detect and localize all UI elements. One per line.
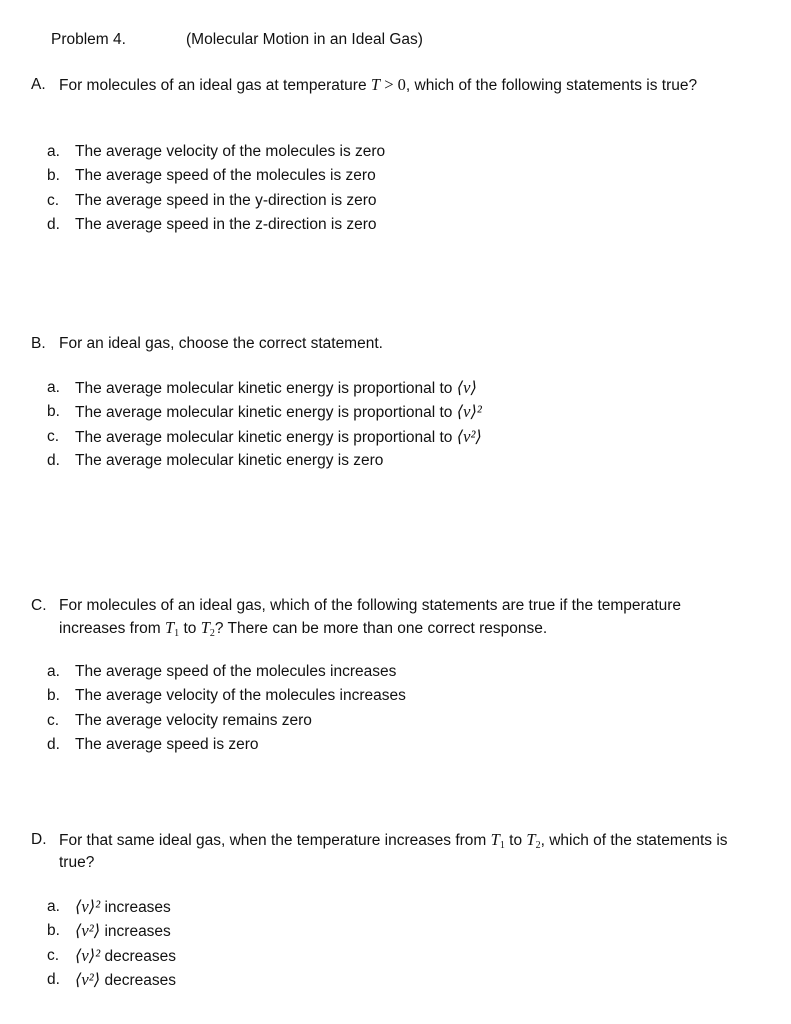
question-d-stem xyxy=(31,829,739,874)
math-t2: $T_2$ xyxy=(526,830,541,851)
option-a-c[interactable] xyxy=(47,189,727,213)
option-math: ⟨v⟩² xyxy=(456,402,482,422)
option-text: increases xyxy=(104,923,171,941)
question-d-options xyxy=(47,895,727,992)
option-letter: b. xyxy=(47,687,60,705)
option-a-d[interactable] xyxy=(47,213,727,237)
option-letter: b. xyxy=(47,167,60,185)
option-c-d[interactable] xyxy=(47,733,727,757)
question-a-options xyxy=(47,140,727,237)
math-t1: $T_1$ xyxy=(490,830,505,851)
option-letter: d. xyxy=(47,451,60,469)
question-d-text: For that same ideal gas, when the temperature increases from $T_1$ to $T_2$, which of the statements is true? xyxy=(59,830,728,871)
option-text: The average speed of the molecules is zero xyxy=(75,167,376,185)
option-text: decreases xyxy=(104,971,176,989)
option-math: ⟨v⟩ xyxy=(456,378,477,397)
option-text: The average velocity of the molecules increases xyxy=(75,687,406,705)
question-a-text: For molecules of an ideal gas at temperature T > 0, which of the following statements is true? xyxy=(59,75,698,94)
option-text: The average speed in the z-direction is zero xyxy=(75,215,377,233)
option-d-b[interactable] xyxy=(47,919,727,943)
option-letter: c. xyxy=(47,711,60,729)
option-text: The average molecular kinetic energy is proportional to xyxy=(75,428,453,446)
option-math: ⟨v²⟩ xyxy=(456,426,482,446)
option-text: The average speed of the molecules increases xyxy=(75,663,397,680)
option-text: The average velocity of the molecules is zero xyxy=(75,143,386,160)
option-text: The average speed is zero xyxy=(75,735,259,753)
option-d-c[interactable] xyxy=(47,944,727,968)
option-d-d[interactable] xyxy=(47,968,727,992)
question-b-text: For an ideal gas, choose the correct statement. xyxy=(59,335,383,352)
question-b-options xyxy=(47,376,727,473)
option-text: The average molecular kinetic energy is proportional to xyxy=(75,404,453,422)
option-a-b[interactable] xyxy=(47,164,727,188)
option-letter: c. xyxy=(47,191,60,209)
question-b xyxy=(31,333,739,355)
question-a-letter: A. xyxy=(31,76,46,93)
option-a-a[interactable] xyxy=(47,140,727,164)
option-letter: c. xyxy=(47,427,60,445)
option-letter: d. xyxy=(47,735,60,753)
problem-header xyxy=(51,31,423,49)
option-letter: a. xyxy=(47,379,60,396)
option-c-c[interactable] xyxy=(47,709,727,733)
option-text: The average molecular kinetic energy is zero xyxy=(75,451,384,469)
question-d xyxy=(31,829,739,874)
option-c-b[interactable] xyxy=(47,684,727,708)
question-c-letter: C. xyxy=(31,597,47,614)
problem-topic: (Molecular Motion in an Ideal Gas) xyxy=(186,31,423,48)
option-b-b[interactable] xyxy=(47,400,727,424)
option-letter: b. xyxy=(47,403,60,421)
option-letter: d. xyxy=(47,215,60,233)
option-text: The average velocity remains zero xyxy=(75,711,312,729)
option-b-d[interactable] xyxy=(47,449,727,473)
option-letter: a. xyxy=(47,898,60,915)
question-a-stem xyxy=(31,74,739,97)
option-letter: b. xyxy=(47,922,60,940)
math-t-gt-0: T > 0 xyxy=(370,75,406,94)
question-c xyxy=(31,595,739,640)
math-t2: $T_2$ xyxy=(200,618,215,639)
problem-label: Problem 4. xyxy=(51,31,126,48)
question-b-stem xyxy=(31,333,739,355)
option-text: The average speed in the y-direction is zero xyxy=(75,191,377,209)
option-math: ⟨v⟩² xyxy=(75,945,101,965)
option-text: The average molecular kinetic energy is proportional to xyxy=(75,380,453,397)
option-math: ⟨v⟩² xyxy=(75,897,101,916)
question-b-letter: B. xyxy=(31,335,46,352)
option-letter: c. xyxy=(47,946,60,964)
option-b-a[interactable] xyxy=(47,376,727,400)
option-math: ⟨v²⟩ xyxy=(75,921,101,941)
option-d-a[interactable] xyxy=(47,895,727,919)
option-math: ⟨v²⟩ xyxy=(75,969,101,989)
question-d-letter: D. xyxy=(31,831,47,848)
question-c-stem xyxy=(31,595,739,640)
option-letter: d. xyxy=(47,970,60,988)
option-c-a[interactable] xyxy=(47,660,727,684)
question-a xyxy=(31,74,739,97)
math-t1: $T_1$ xyxy=(164,618,180,639)
question-c-options xyxy=(47,660,727,757)
option-letter: a. xyxy=(47,143,60,160)
option-letter: a. xyxy=(47,663,60,680)
option-text: increases xyxy=(104,899,171,916)
option-b-c[interactable] xyxy=(47,425,727,449)
question-c-text: For molecules of an ideal gas, which of the following statements are true if the temperature increases from $T_1$ to $T_2$? There can be more than one correct response. xyxy=(59,597,682,639)
option-text: decreases xyxy=(104,947,176,965)
